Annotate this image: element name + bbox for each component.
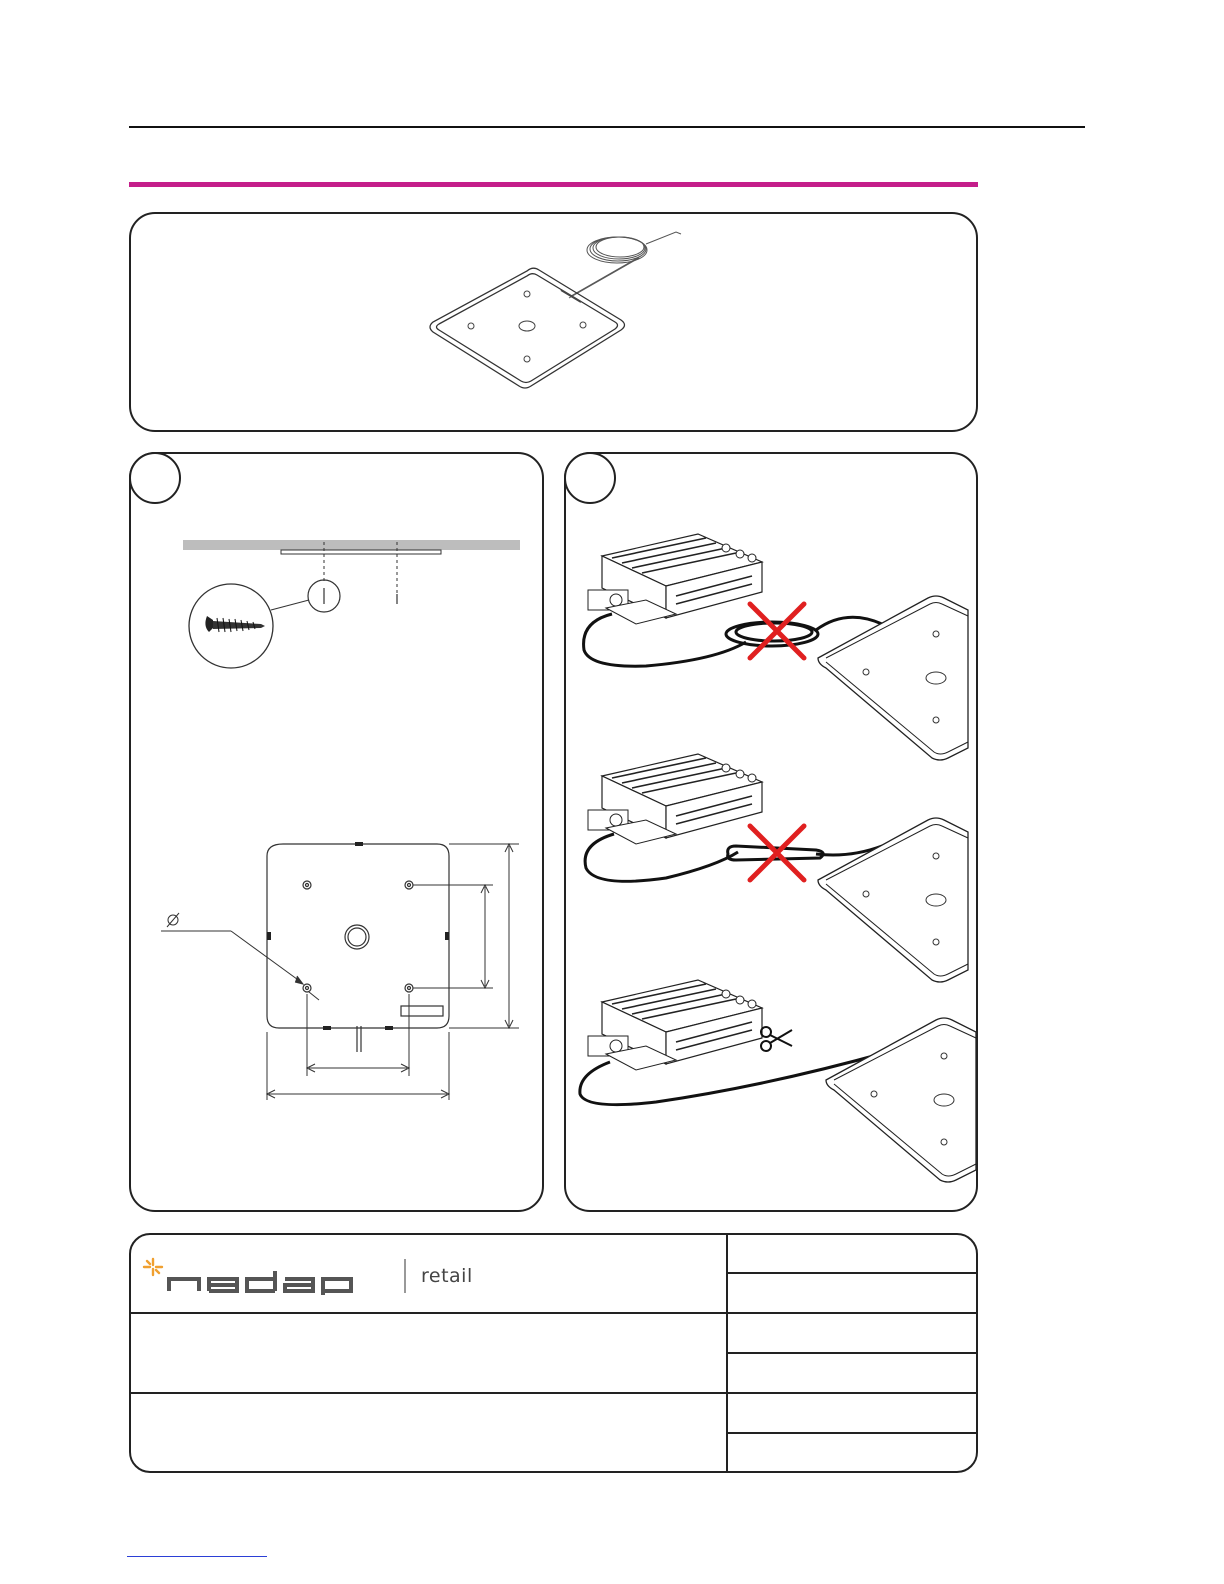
- header-rule: [129, 126, 1085, 128]
- mounting-panel: [129, 452, 544, 1212]
- antenna-plate-looped: [818, 818, 968, 982]
- step-number-circle: [129, 452, 181, 504]
- reader-device-cut: [588, 980, 762, 1070]
- reader-device-looped: [588, 754, 762, 844]
- ceiling-mounting-drawing: [131, 454, 546, 1214]
- logo-division-text: retail: [421, 1265, 473, 1287]
- antenna-plate-cut: [826, 1018, 976, 1182]
- antenna-plate-coiled: [818, 596, 968, 760]
- cable-handling-panel: [564, 452, 978, 1212]
- antenna-with-cable-drawing: [131, 214, 980, 434]
- nedap-retail-logo: [141, 1255, 501, 1295]
- cable-handling-drawing: [566, 454, 980, 1214]
- section-rule: [129, 182, 978, 187]
- warning-cross-icon: [750, 826, 804, 880]
- footer-table: [129, 1233, 978, 1473]
- scissors-icon: [761, 1027, 792, 1051]
- warning-cross-icon: [750, 604, 804, 658]
- antenna-overview-panel: [129, 212, 978, 432]
- diameter-symbol-icon: [167, 913, 179, 927]
- link-underline: [127, 1556, 267, 1557]
- nedap-star-icon: [144, 1259, 162, 1275]
- step-number-circle: [564, 452, 616, 504]
- reader-device-coiled: [588, 534, 762, 624]
